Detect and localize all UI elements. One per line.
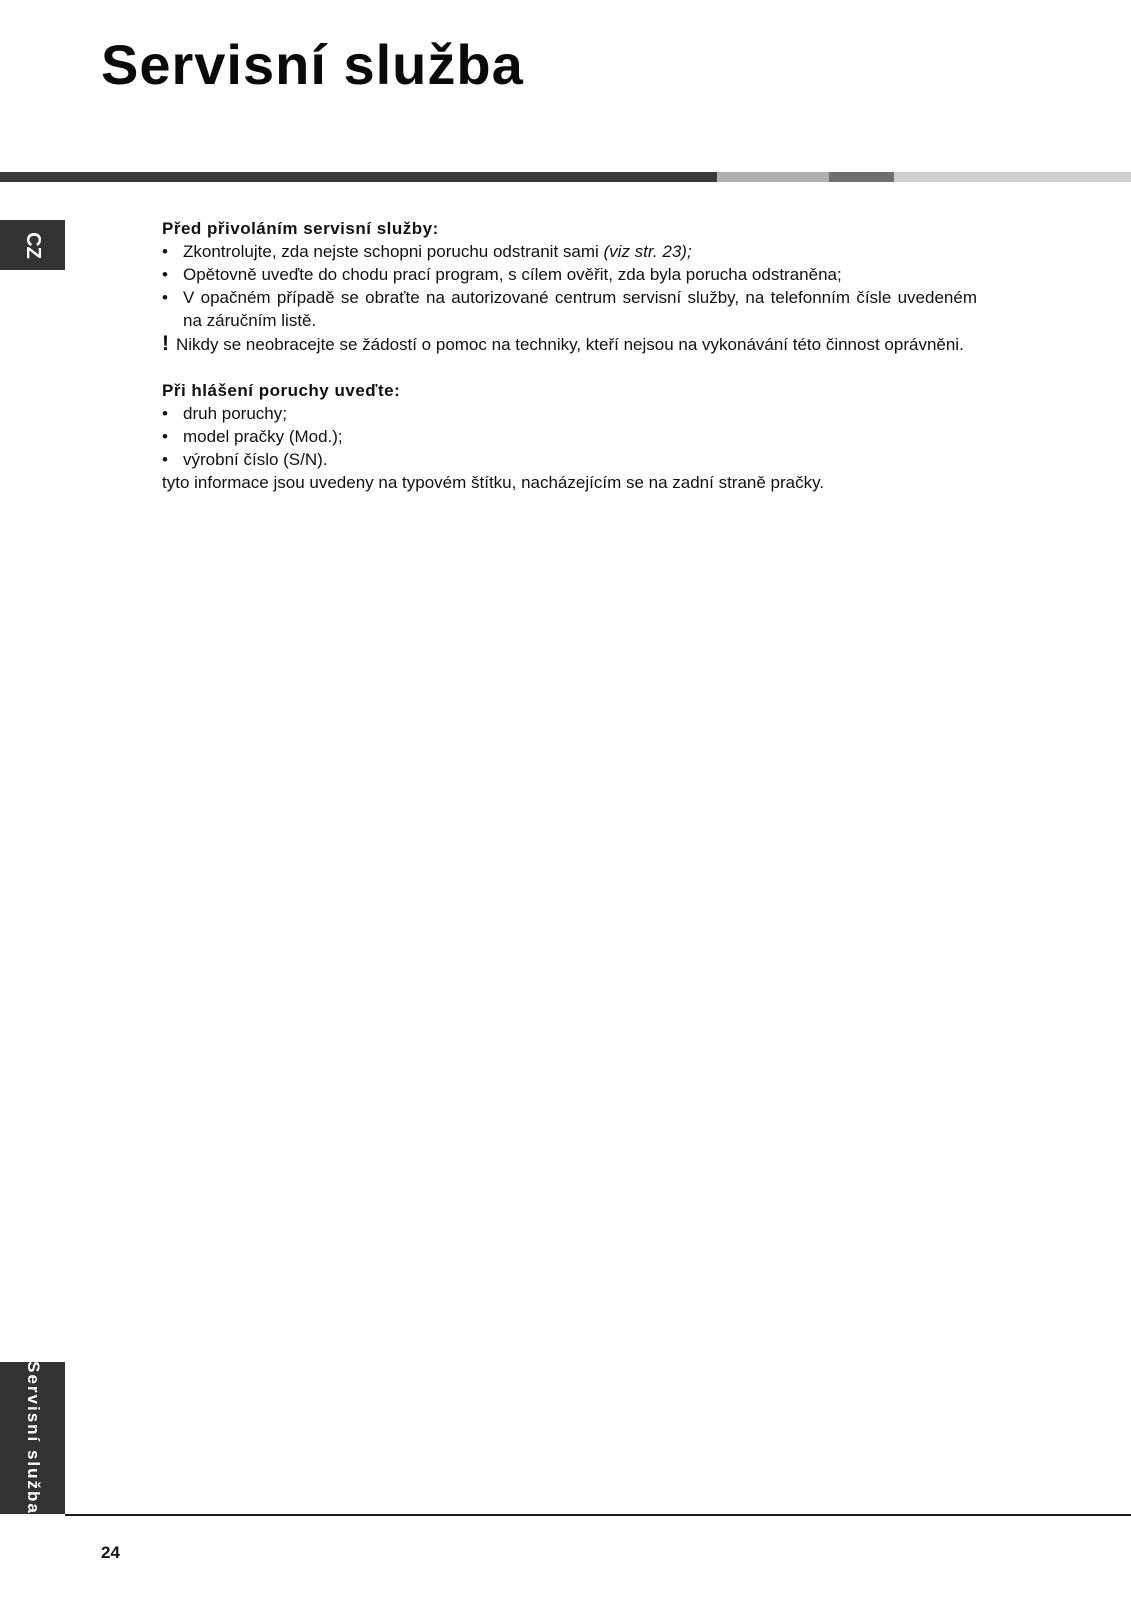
list-item-text: V opačném případě se obraťte na autorizované centrum servisní služby, na telefonním čísle uvedeném na záručním listě. [183, 288, 977, 330]
section1-list [162, 240, 977, 332]
list-item [162, 240, 977, 263]
bullet-icon: • [162, 265, 168, 284]
list-item-text: druh poruchy; [183, 404, 287, 423]
header-bar-pale-segment [894, 172, 1131, 182]
bullet-icon: • [162, 427, 168, 446]
main-content [162, 217, 977, 494]
language-tab [0, 220, 65, 270]
list-item-text: výrobní číslo (S/N). [183, 450, 328, 469]
section-side-tab [0, 1362, 65, 1514]
list-item [162, 425, 977, 448]
bullet-icon: • [162, 288, 168, 307]
section2-heading: Při hlášení poruchy uveďte: [162, 381, 401, 400]
list-item [162, 448, 977, 471]
bullet-icon: • [162, 242, 168, 261]
header-bar-dark-segment [0, 172, 717, 182]
list-item-text: model pračky (Mod.); [183, 427, 343, 446]
section2-note: tyto informace jsou uvedeny na typovém štítku, nacházejícím se na zadní straně pračky. [162, 473, 825, 492]
language-tab-label: CZ [21, 231, 44, 259]
list-item-text: Opětovně uveďte do chodu prací program, s cílem ověřit, zda byla porucha odstraněna; [183, 265, 842, 284]
header-bar-mid-segment [829, 172, 894, 182]
warning-icon: ! [162, 332, 169, 355]
section1-heading: Před přivoláním servisní služby: [162, 219, 439, 238]
page-reference: (viz str. 23); [603, 242, 692, 261]
warning-note [162, 332, 977, 356]
warning-text: Nikdy se neobracejte se žádostí o pomoc na techniky, kteří nejsou na vykonávání této činnost oprávněni. [176, 335, 964, 354]
bullet-icon: • [162, 404, 168, 423]
header-bar-light-segment [717, 172, 829, 182]
list-item [162, 263, 977, 286]
section2-list [162, 402, 977, 471]
page-number: 24 [101, 1543, 120, 1562]
side-tab-label: Servisní služba [24, 1361, 43, 1515]
section-spacer [162, 356, 977, 379]
list-item-text: Zkontrolujte, zda nejste schopni poruchu odstranit sami [183, 242, 604, 261]
footer-divider [65, 1514, 1131, 1516]
list-item [162, 402, 977, 425]
list-item [162, 286, 977, 332]
page-title: Servisní služba [101, 33, 524, 96]
bullet-icon: • [162, 450, 168, 469]
